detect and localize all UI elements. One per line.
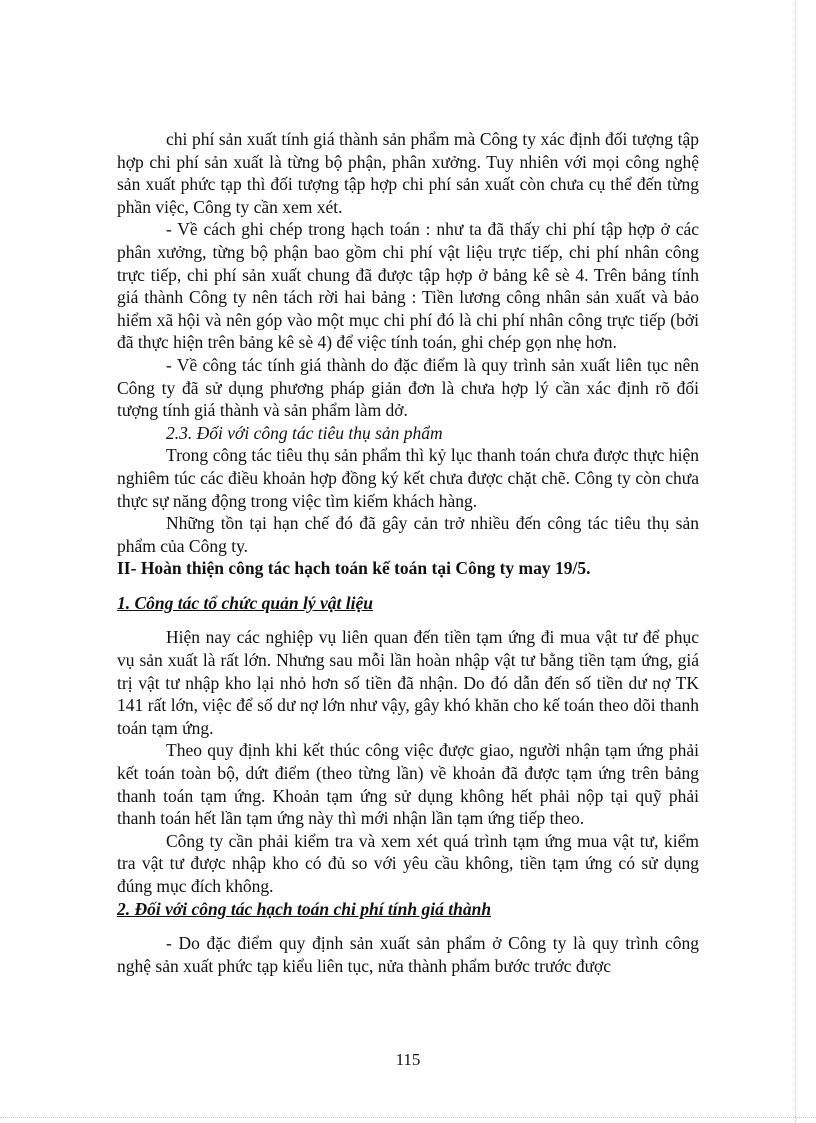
paragraph-production-process: - Do đặc điểm quy định sản xuất sản phẩm ở Công ty là quy trình công nghệ sản xuất phức tạp kiểu liên tục, nửa thành phẩm bước trước được — [117, 933, 699, 976]
heading-2-costing: 2. Đối với công tác hạch toán chi phí tính giá thành — [117, 898, 492, 919]
paragraph-advance-checks: Công ty cần phải kiểm tra và xem xét quá trình tạm ứng mua vật tư, kiểm tra vật tư được nhập kho có đủ so với yêu cầu không, tiền tạm ứng có sử dụng đúng mục đích không. — [117, 830, 699, 896]
paragraph-costing: - Về công tác tính giá thành do đặc điểm là quy trình sản xuất liên tục nên Công ty đã sử dụng phương pháp giản đơn là chưa hợp lý cần xác định rõ đối tượng tính giá thành và sản phẩm làm dở. — [117, 354, 699, 421]
page-number: 115 — [395, 1050, 421, 1069]
page-border-right — [795, 0, 796, 1123]
heading-1-materials: 1. Công tác tổ chức quản lý vật liệu — [117, 592, 373, 613]
paragraph-accounting-records: - Về cách ghi chép trong hạch toán : như ta đã thấy chi phí tập hợp ở các phân xưởng, từng bộ phận bao gồm chi phí vật liệu trực tiếp, chi phí nhân công trực tiếp, chi phí sản xuất chung đã được tập hợp ở bảng kê sè 4. Trên bảng tính giá thành Công ty nên tách rời hai bảng : Tiền lương công nhân sản xuất và bảo hiểm xã hội và nên góp vào một mục chi phí đó là chi phí nhân công trực tiếp (bởi đã thực hiện trên bảng kê sè 4) để việc tính toán, ghi chép gọn nhẹ hơn. — [117, 219, 699, 353]
paragraph-limitations: Những tồn tại hạn chế đó đã gây cản trở nhiều đến công tác tiêu thụ sản phẩm của Công ty. — [117, 513, 699, 556]
paragraph-advances: Hiện nay các nghiệp vụ liên quan đến tiền tạm ứng đi mua vật tư để phục vụ sản xuất là rất lớn. Nhưng sau mỗi lần hoàn nhập vật tư bằng tiền tạm ứng, giá trị vật tư nhập kho lại nhỏ hơn số tiền đã nhận. Do đó dẫn đến số tiền dư nợ TK 141 rất lớn, việc để số dư nợ lớn như vậy, gây khó khăn cho kế toán theo dõi thanh toán tạm ứng. — [117, 627, 699, 738]
page-border-bottom — [0, 1117, 816, 1118]
page-body — [117, 128, 699, 977]
paragraph-sales: Trong công tác tiêu thụ sản phẩm thì kỷ lục thanh toán chưa được thực hiện nghiêm túc các điều khoản hợp đồng ký kết chưa được chặt chẽ. Công ty còn chưa thực sự năng động trong việc tìm kiếm khách hàng. — [117, 445, 699, 511]
section-II-title: II- Hoàn thiện công tác hạch toán kế toán tại Công ty may 19/5. — [117, 558, 591, 579]
paragraph-cost-objects: chi phí sản xuất tính giá thành sản phẩm mà Công ty xác định đối tượng tập hợp chi phí sản xuất là từng bộ phận, phân xưởng. Tuy nhiên với mọi công nghệ sản xuất phức tạp thì đối tượng tập hợp chi phí sản xuất còn chưa cụ thể đến từng phần việc, Công ty cần xem xét. — [117, 129, 699, 217]
paragraph-advance-rules: Theo quy định khi kết thúc công việc được giao, người nhận tạm ứng phải kết toán toàn bộ, dứt điểm (theo từng lần) về khoản đã được tạm ứng trên bảng thanh toán tạm ứng. Khoản tạm ứng sử dụng không hết phải nộp tại quỹ phải thanh toán hết lần tạm ứng này thì mới nhận lần tạm ứng tiếp theo. — [117, 740, 699, 829]
subsection-2-3-title: 2.3. Đối với công tác tiêu thụ sản phẩm — [166, 422, 443, 443]
